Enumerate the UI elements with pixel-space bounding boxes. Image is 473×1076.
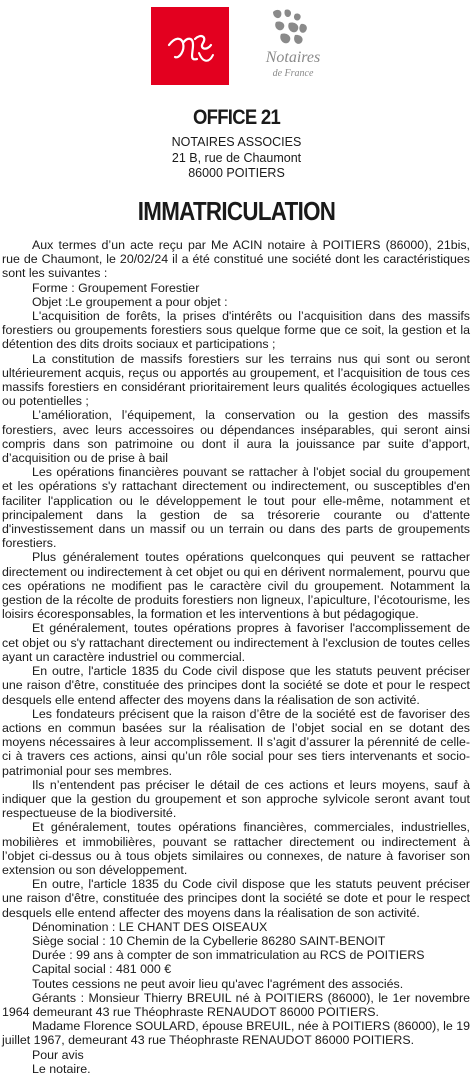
office-line-3: 86000 POITIERS [188, 166, 285, 180]
paragraph: L’amélioration, l’équipement, la conservation ou la gestion des massifs forestiers, avec leurs accessoires ou dépendances inséparables, qui seront ainsi compris dans son patrimoine ou dont il aura la jouissance par suite d’apport, d’acquisition ou de prise à bail [2, 408, 470, 466]
logo-name: Notaires [265, 49, 321, 66]
office-line-2: 21 B, rue de Chaumont [171, 151, 302, 165]
notaires-emblem-icon [243, 6, 343, 48]
office-line-1: NOTAIRES ASSOCIES [171, 135, 302, 149]
paragraph: Madame Florence SOULARD, épouse BREUIL, née à POITIERS (86000), le 19 juillet 1967, demeurant 43 rue Théophraste RENAUDOT 86000 POITIERS. [2, 1019, 471, 1048]
notice-title: IMMATRICULATION [137, 196, 336, 226]
header [0, 0, 473, 96]
paragraph: Siège social : 10 Chemin de la Cybellerie 86280 SAINT-BENOIT [32, 933, 386, 948]
paragraph: Forme : Groupement Forestier [32, 280, 200, 295]
paragraph: Pour avis [32, 1047, 84, 1062]
paragraph: Le notaire. [32, 1061, 91, 1076]
paragraph: Et généralement, toutes opérations propres à favoriser l'accomplissement de cet objet ou s'y rattachant directement ou indirectement à l'exclusion de toutes celles ayant un caractère industriel ou commercial. [2, 621, 470, 664]
logo-subtitle: de France [272, 68, 314, 79]
paragraph: Ils n’entendent pas préciser le détail de ces actions et leurs moyens, sauf à indiquer que la gestion du groupement et son approche sylvicole seront avant tout respectueuse de la biodiversité. [2, 777, 470, 821]
paragraph: Objet :Le groupement a pour objet : [32, 294, 228, 309]
notaires-de-france-logo [243, 6, 343, 86]
paragraph: La constitution de massifs forestiers sur les terrains nus qui sont ou seront ultérieurement acquis, reçus ou apportés au groupement, et l’acquisition de tous ces massifs forestiers en considérant prioritairement leurs qualités écologiques actuelles ou potentielles ; [2, 351, 470, 409]
paragraph: Toutes cessions ne peut avoir lieu qu'avec l'agrément des associés. [32, 976, 404, 991]
paragraph: Les fondateurs précisent que la raison d’être de la société est de favoriser des actions en commun basées sur la réalisation de l’objet social en se dotant des moyens nécessaires à leur accomplissement. Il s’agit d’assurer la pérennité de celle-ci à travers ces actions, ainsi qu’un rôle social pour ses tiers intervenants et socio-patrimonial pour ses membres. [2, 706, 470, 778]
paragraph: Plus généralement toutes opérations quelconques qui peuvent se rattacher directement ou indirectement à cet objet ou qui en dérivent normalement, pourvu que ces opérations ne modifient pas le caractère civil du groupement. Notamment la gestion de la récolte de produits forestiers non ligneux, l’apiculture, l’écotourisme, les loisirs écoresponsables, la formation et les interventions à but pédagogique. [2, 550, 470, 622]
monogram-icon [151, 7, 229, 85]
office-title: OFFICE 21 [192, 106, 281, 129]
paragraph: Durée : 99 ans à compter de son immatriculation au RCS de POITIERS [32, 948, 425, 963]
paragraph: En outre, l'article 1835 du Code civil dispose que les statuts peuvent préciser une raison d'être, constituée des principes dont la société se dote et pour le respect desquels elle entend affecter des moyens dans la réalisation de son activité. [2, 664, 470, 707]
notice-body [2, 238, 470, 1076]
paragraph: Gérants : Monsieur Thierry BREUIL né à POITIERS (86000), le 1er novembre 1964 demeurant 43 rue Théophraste RENAUDOT 86000 POITIERS. [2, 990, 470, 1019]
notaire-monogram-logo [151, 7, 229, 85]
paragraph: En outre, l'article 1835 du Code civil dispose que les statuts peuvent préciser une raison d'être, constituée des principes dont la société se dote et pour le respect desquels elle entend affecter des moyens dans la réalisation de son activité. [2, 877, 470, 920]
paragraph: L'acquisition de forêts, la prises d'intérêts ou l’acquisition dans des massifs forestiers ou groupements forestiers sous quelque forme que ce soit, la gestion et la détention des dits droits sociaux et participations ; [2, 309, 470, 352]
paragraph: Aux termes d’un acte reçu par Me ACIN notaire à POITIERS (86000), 21bis, rue de Chaumont, le 20/02/24 il a été constitué une société dont les caractéristiques sont les suivantes : [2, 238, 470, 281]
paragraph: Capital social : 481 000 € [32, 962, 172, 977]
paragraph: Dénomination : LE CHANT DES OISEAUX [32, 919, 268, 934]
paragraph: Les opérations financières pouvant se rattacher à l'objet social du groupement et les opérations s'y rattachant directement ou indirectement, ou susceptibles d'en faciliter l'application ou le développement le tout pour elle-même, notamment et principalement dans la gestion de sa trésorerie courante ou d'attente d'investissement dans un massif ou un terrain ou dans des parts de groupements forestiers. [2, 465, 470, 551]
paragraph: Et généralement, toutes opérations financières, commerciales, industrielles, mobilières et immobilières, pouvant se rattacher directement ou indirectement à l’objet ci-dessus ou à tous objets similaires ou connexes, de nature à favoriser son extension ou son développement. [2, 820, 470, 877]
